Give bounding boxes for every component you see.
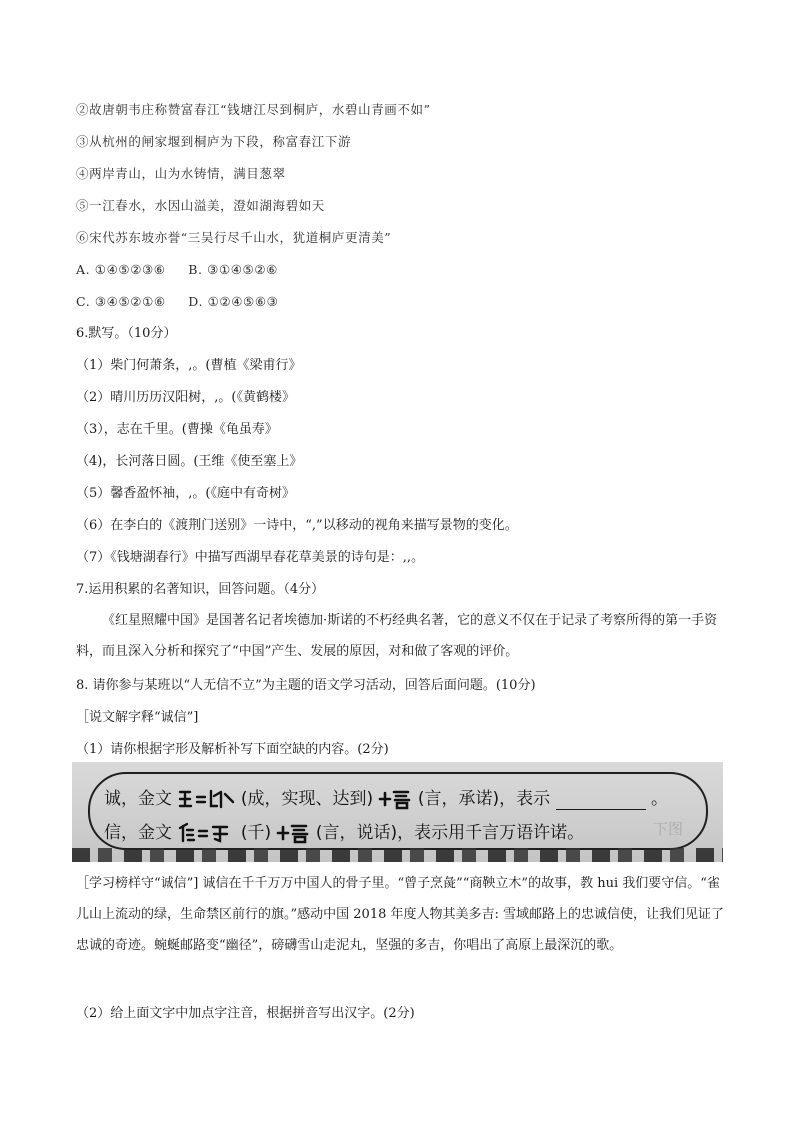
q6-item-2: （2）晴川历历汉阳树，,。(《黄鹤楼》: [76, 390, 295, 405]
q6-item-1: （1）柴门何萧条，,。(曹植《梁甫行》: [76, 358, 302, 373]
option-d: D. ①②④⑤⑥③: [188, 294, 279, 309]
cheng-meaning-2: (言，承诺)，表示: [417, 789, 551, 809]
bronze-yan-glyph-icon: [378, 788, 412, 810]
textbook-photo: [72, 762, 723, 862]
xin-meaning-2: (言，说话)，表示用千言万语许诺。: [315, 823, 585, 843]
question-7-title: 7.运用积累的名著知识，回答问题。（4分）: [76, 582, 325, 597]
q6-item-4: （4)，长河落日圆。(王维《使至塞上》: [76, 454, 303, 469]
options-row-1: [76, 261, 278, 279]
q8-sub-question-1: （1）请你根据字形及解析补写下面空缺的内容。(2分): [76, 742, 389, 757]
q7-paragraph: 《红星照耀中国》是国著名记者埃德加·斯诺的不朽经典名著，它的意义不仅在于记录了考察所得的第一手资料，而且深入分析和探究了“中国”产生、发展的原因，对和做了客观的评价。: [76, 613, 718, 659]
q8-paragraph: ［学习榜样守“诚信”] 诚信在千千万万中国人的骨子里。“曾子烹彘”“商鞅立木”的故事，教 hui 我们要守信。“雀儿山上流动的绿，生命禁区前行的旗。”感动中国 2018 年度人物其美多吉: 雪域邮路上的忠诚信使，让我们见证了忠诚的奇迹。蜿蜒邮路变“幽径”，磅礴雪山走泥丸，坚强的多吉，你唱出了高原上最深沉的歌。: [76, 876, 725, 953]
question-6-title: 6.默写。（10分）: [76, 326, 177, 341]
option-a: A. ①④⑤②③⑥: [76, 262, 166, 277]
bronze-yan-glyph-icon: [276, 822, 310, 844]
list-item: ②故唐朝韦庄称赞富春江“钱塘江尽到桐庐，水碧山青画不如”: [76, 102, 431, 117]
bronze-xin-glyph-icon: [177, 822, 235, 844]
q6-item-6: （6）在李白的《渡荆门送别》一诗中，“,”以移动的视角来描写景物的变化。: [76, 518, 518, 533]
question-8-title: 8. 请你参与某班以“人无信不立”为主题的语文学习活动，回答后面问题。(10分): [76, 678, 536, 693]
cropped-heading-strip: [72, 848, 723, 862]
q6-item-5: （5）馨香盈怀袖，,。(《庭中有奇树》: [76, 486, 295, 501]
cheng-end-mark: 。: [650, 789, 668, 809]
photo-row-cheng: [104, 784, 668, 810]
q6-item-3: （3），志在千里。(曹操《龟虽寿》: [76, 422, 278, 437]
xin-label: 信，金文: [104, 823, 172, 843]
cheng-meaning-1: (成，实现、达到): [240, 789, 374, 809]
options-row-2: [76, 293, 278, 311]
q6-item-7: （7）《钱塘湖春行》中描写西湖早春花草美景的诗句是：,,。: [76, 550, 425, 565]
answer-blank[interactable]: [556, 791, 646, 810]
bronze-cheng-glyph-icon: [177, 788, 235, 810]
list-item: ④两岸青山，山为水铸情，满目葱翠: [76, 166, 286, 181]
list-item: ③从杭州的闸家堰到桐庐为下段，称富春江下游: [76, 134, 352, 149]
cheng-label: 诚，金文: [104, 789, 172, 809]
option-b: B. ③①④⑤②⑥: [188, 262, 278, 277]
q8-sub-question-2: （2）给上面文字中加点字注音，根据拼音写出汉字。(2分): [76, 1006, 415, 1021]
list-item: ⑥宋代苏东坡亦誉“三吴行尽千山水，犹道桐庐更清美”: [76, 230, 392, 245]
list-item: ⑤一江春水，水因山溢美，澄如湖海碧如天: [76, 198, 325, 213]
bleed-through-text: 下图: [652, 820, 683, 838]
q8-section-heading: ［说文解字释“诚信”]: [76, 710, 199, 725]
option-c: C. ③④⑤②①⑥: [76, 294, 166, 309]
xin-meaning-1: (千): [240, 823, 272, 843]
photo-row-xin: [104, 818, 584, 844]
